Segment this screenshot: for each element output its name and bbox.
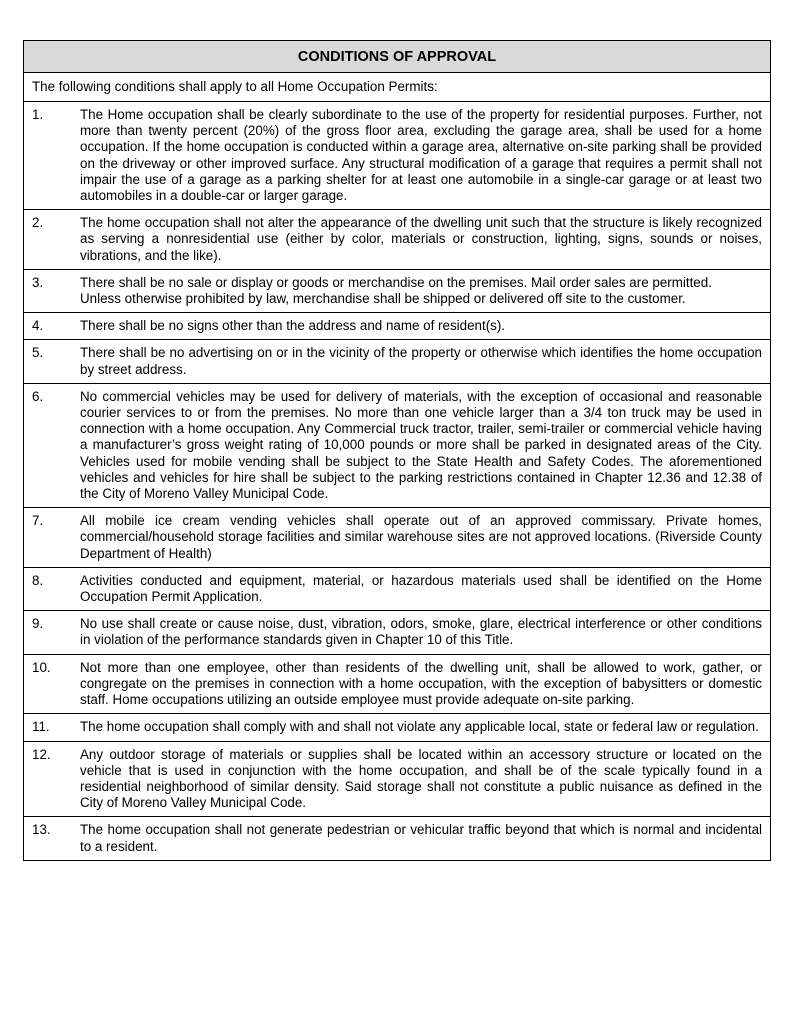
- condition-item: [32, 318, 762, 334]
- condition-cell: [24, 269, 771, 312]
- document-title: CONDITIONS OF APPROVAL: [24, 41, 771, 73]
- condition-cell: [24, 714, 771, 741]
- condition-cell: [24, 567, 771, 610]
- condition-text: The Home occupation shall be clearly subordinate to the use of the property for residential purposes. Further, not more than twenty percent (20%) of the gross floor area, excluding the garage area, shall be used for a home occupation. If the home occupation is conducted within a garage area, alternative on-site parking shall be provided on the driveway or other improved surface. Any structural modification of a garage that requires a permit shall not impair the use of a garage as a parking shelter for at least one automobile in a single-car garage or at least two automobiles in a double-car or larger garage.: [80, 107, 762, 204]
- condition-number: 13.: [32, 822, 51, 838]
- title-row: [24, 41, 771, 73]
- condition-cell: [24, 383, 771, 507]
- intro-row: [24, 73, 771, 102]
- condition-text: The home occupation shall not generate pedestrian or vehicular traffic beyond that which is normal and incidental to a resident.: [80, 822, 762, 854]
- condition-row: [24, 210, 771, 270]
- condition-text: There shall be no advertising on or in the vicinity of the property or otherwise which identifies the home occupation by street address.: [80, 345, 762, 377]
- condition-text: There shall be no sale or display or goods or merchandise on the premises. Mail order sales are permitted. Unless otherwise prohibited by law, merchandise shall be shipped or delivered off site to the customer.: [80, 274, 712, 307]
- condition-row: [24, 313, 771, 340]
- condition-number: 8.: [32, 572, 44, 588]
- condition-text: Activities conducted and equipment, material, or hazardous materials used shall be identified on the Home Occupation Permit Application.: [80, 572, 762, 605]
- condition-item: [32, 513, 762, 562]
- condition-row: [24, 269, 771, 312]
- condition-row: [24, 102, 771, 210]
- condition-item: [32, 747, 762, 812]
- condition-text: No use shall create or cause noise, dust, vibration, odors, smoke, glare, electrical interference or other conditions in violation of the performance standards given in Chapter 10 of this Title.: [80, 616, 762, 648]
- condition-text: All mobile ice cream vending vehicles shall operate out of an approved commissary. Private homes, commercial/household storage facilities and similar warehouse sites are not approved locations. (Riverside County Department of Health): [80, 513, 762, 561]
- condition-item: [32, 822, 762, 854]
- condition-number: 12.: [32, 746, 51, 762]
- condition-number: 6.: [32, 388, 44, 404]
- condition-text: Not more than one employee, other than residents of the dwelling unit, shall be allowed to work, gather, or congregate on the premises in connection with a home occupation, with the exception of babysitters or domestic staff. Home occupations utilizing an outside employee must provide adequate on-site parking.: [80, 659, 762, 708]
- condition-item: [32, 275, 762, 307]
- condition-text: The home occupation shall not alter the appearance of the dwelling unit such that the structure is likely recognized as serving a nonresidential use (either by color, materials or construction, lighting, signs, sounds or noises, vibrations, and the like).: [80, 215, 762, 263]
- condition-text: No commercial vehicles may be used for delivery of materials, with the exception of occasional and reasonable courier services to or from the premises. No more than one vehicle larger than a 3/4 ton truck may be used in connection with a home occupation. Any Commercial truck tractor, trailer, semi-trailer or commercial vehicle having a manufacturer’s gross weight rating of 10,000 pounds or more shall be parked in designated areas of the City. Vehicles used for mobile vending shall be subject to the State Health and Safety Codes. The aforementioned vehicles and vehicles for hire shall be subject to the parking restrictions contained in Chapter 12.36 and 12.38 of the City of Moreno Valley Municipal Code.: [80, 388, 762, 502]
- condition-row: [24, 654, 771, 714]
- condition-cell: [24, 210, 771, 270]
- condition-number: 1.: [32, 107, 44, 122]
- condition-item: [32, 719, 762, 735]
- condition-cell: [24, 340, 771, 383]
- condition-row: [24, 508, 771, 568]
- condition-number: 4.: [32, 318, 44, 334]
- condition-number: 2.: [32, 215, 44, 231]
- condition-row: [24, 741, 771, 817]
- condition-number: 9.: [32, 616, 44, 632]
- condition-item: [32, 345, 762, 377]
- condition-cell: [24, 102, 771, 210]
- condition-item: [32, 107, 762, 204]
- condition-number: 10.: [32, 659, 51, 675]
- condition-text: The home occupation shall comply with and shall not violate any applicable local, state or federal law or regulation.: [80, 719, 759, 735]
- condition-row: [24, 567, 771, 610]
- condition-number: 7.: [32, 513, 44, 529]
- condition-cell: [24, 654, 771, 714]
- condition-cell: [24, 817, 771, 860]
- condition-item: [32, 616, 762, 648]
- condition-item: [32, 389, 762, 502]
- condition-cell: [24, 508, 771, 568]
- condition-item: [32, 573, 762, 605]
- intro-text: The following conditions shall apply to all Home Occupation Permits:: [24, 73, 771, 102]
- condition-text: There shall be no signs other than the address and name of resident(s).: [80, 318, 506, 334]
- condition-item: [32, 660, 762, 709]
- condition-number: 5.: [32, 345, 44, 361]
- condition-row: [24, 817, 771, 860]
- condition-cell: [24, 741, 771, 817]
- condition-row: [24, 714, 771, 741]
- condition-cell: [24, 313, 771, 340]
- condition-cell: [24, 611, 771, 654]
- condition-number: 3.: [32, 274, 44, 290]
- condition-text: Any outdoor storage of materials or supplies shall be located within an accessory structure or located on the vehicle that is used in conjunction with the home occupation, and shall be of the scale typically found in a residential neighborhood of similar density. Said storage shall not constitute a public nuisance as defined in the City of Moreno Valley Municipal Code.: [80, 746, 762, 811]
- condition-number: 11.: [32, 719, 50, 735]
- condition-row: [24, 340, 771, 383]
- condition-row: [24, 383, 771, 507]
- conditions-table: [23, 40, 771, 861]
- condition-row: [24, 611, 771, 654]
- condition-item: [32, 215, 762, 264]
